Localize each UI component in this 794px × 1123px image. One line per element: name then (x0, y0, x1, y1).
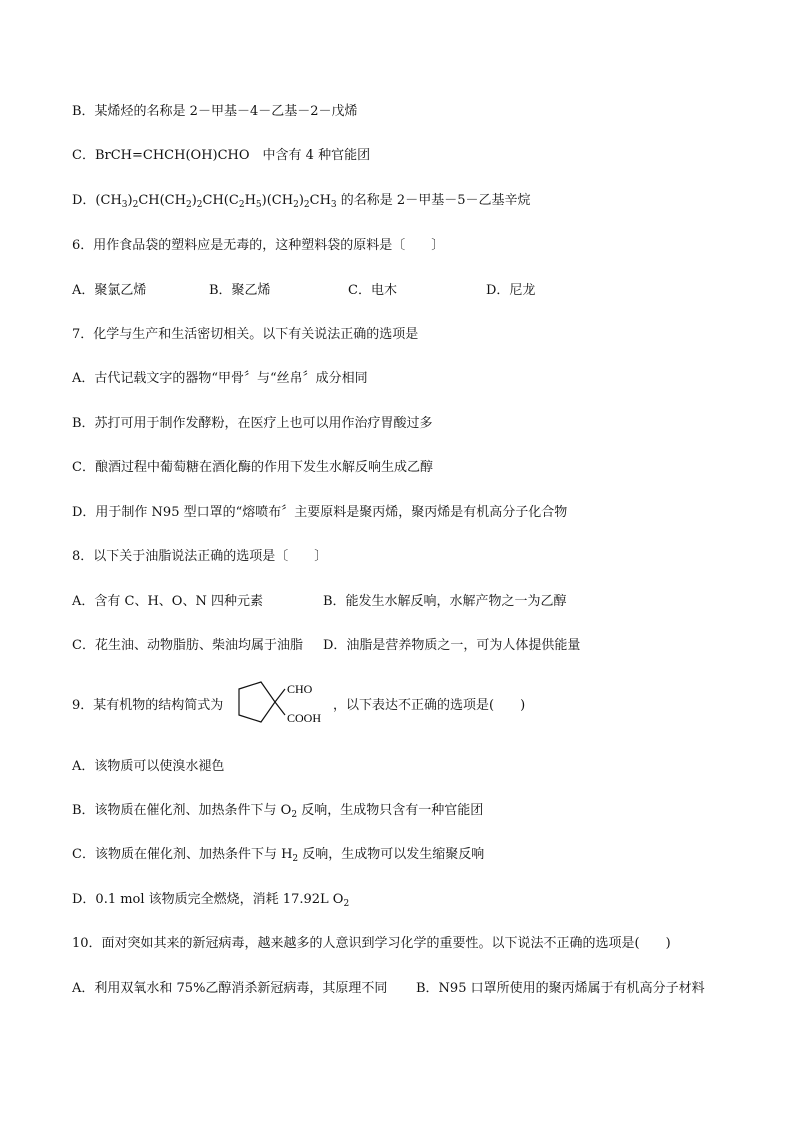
subscript: 3 (121, 200, 128, 210)
q9-option-d (72, 891, 349, 909)
q8-option-a: A．含有 C、H、O、N 四种元素 (72, 594, 263, 609)
q8-option-b: B．能发生水解反响，水解产物之一为乙醇 (323, 594, 567, 609)
bond-cho (275, 689, 285, 702)
subscript: 2 (292, 854, 299, 864)
q5-d-text: H (244, 193, 256, 208)
subscript: 2 (293, 200, 299, 210)
cooh-label: COOH (287, 711, 322, 725)
q9-b-text: B．该物质在催化剂、加热条件下与 O (72, 803, 292, 818)
q5-d-text: 的名称是 2－甲基－5－乙基辛烷 (336, 193, 531, 208)
subscript: 2 (303, 200, 310, 210)
q9-option-b (72, 802, 483, 820)
q10-option-a: A．利用双氧水和 75%乙醇消杀新冠病毒，其原理不同 (72, 981, 388, 996)
subscript: 2 (238, 200, 245, 210)
q9-c-text: 反响，生成物可以发生缩聚反响 (298, 847, 485, 862)
subscript: 2 (291, 810, 298, 820)
q7-option-d: D．用于制作 N95 型口罩的“熔喷布〞主要原料是聚丙烯，聚丙烯是有机高分子化合物 (72, 505, 568, 520)
q6-option-d: D．尼龙 (486, 283, 536, 298)
q5-d-text: CH(CH (138, 193, 186, 208)
q5-d-text: )(CH (261, 193, 294, 208)
q6-option-b: B．聚乙烯 (209, 283, 271, 298)
subscript: 5 (255, 200, 262, 210)
q8-option-c: C．花生油、动物脂肪、柴油均属于油脂 (72, 638, 303, 653)
q9-c-text: C．该物质在催化剂、加热条件下与 H (72, 847, 293, 862)
subscript: 2 (343, 899, 350, 909)
q5-d-text: D．(CH (72, 193, 122, 208)
q7-option-c: C．酿酒过程中葡萄糖在酒化酶的作用下发生水解反响生成乙醇 (72, 460, 433, 475)
bond-cooh (275, 702, 285, 715)
q5-option-d (72, 192, 530, 210)
q5-option-b: B．某烯烃的名称是 2－甲基－4－乙基－2－戊烯 (72, 104, 358, 119)
q7-option-b: B．苏打可用于制作发酵粉，在医疗上也可以用作治疗胃酸过多 (72, 416, 433, 431)
q6-option-a: A．聚氯乙烯 (72, 283, 147, 298)
q5-option-c: C．BrCH=CHCH(OH)CHO 中含有 4 种官能团 (72, 148, 371, 163)
q9-b-text: 反响，生成物只含有一种官能团 (297, 803, 484, 818)
q10-stem: 10．面对突如其来的新冠病毒，越来越多的人意识到学习化学的重要性。以下说法不正确的选项是( ) (72, 936, 671, 951)
q9-option-a: A．该物质可以使溴水褪色 (72, 759, 225, 774)
q5-d-text: CH (309, 193, 331, 208)
q5-d-text: CH(C (202, 193, 239, 208)
q9-stem-pre: 9．某有机物的结构简式为 (72, 698, 224, 713)
q9-d-text: D．0.1 mol 该物质完全燃烧，消耗 17.92L O (72, 892, 344, 907)
subscript: 2 (132, 200, 139, 210)
structural-formula (231, 676, 331, 728)
q9-option-c (72, 846, 484, 864)
q5-d-text: ) (191, 193, 197, 208)
q5-d-text: ) (127, 193, 133, 208)
q8-option-d: D．油脂是营养物质之一，可为人体提供能量 (323, 638, 581, 653)
q9-stem-post: ，以下表达不正确的选项是( ) (333, 698, 526, 713)
cyclopentane-ring (239, 682, 275, 722)
q7-option-a: A．古代记载文字的器物“甲骨〞与“丝帛〞成分相同 (72, 371, 368, 386)
subscript: 2 (196, 200, 203, 210)
q6-stem: 6．用作食品袋的塑料应是无毒的，这种塑料袋的原料是〔 〕 (72, 238, 445, 253)
subscript: 3 (330, 200, 337, 210)
q6-option-c: C．电木 (348, 283, 397, 298)
cho-label: CHO (287, 682, 313, 696)
subscript: 2 (185, 200, 192, 210)
q5-d-text: ) (298, 193, 304, 208)
q7-stem: 7．化学与生产和生活密切相关。以下有关说法正确的选项是 (72, 327, 419, 342)
q10-option-b: B．N95 口罩所使用的聚丙烯属于有机高分子材料 (416, 981, 705, 996)
q8-stem: 8．以下关于油脂说法正确的选项是〔 〕 (72, 549, 328, 564)
